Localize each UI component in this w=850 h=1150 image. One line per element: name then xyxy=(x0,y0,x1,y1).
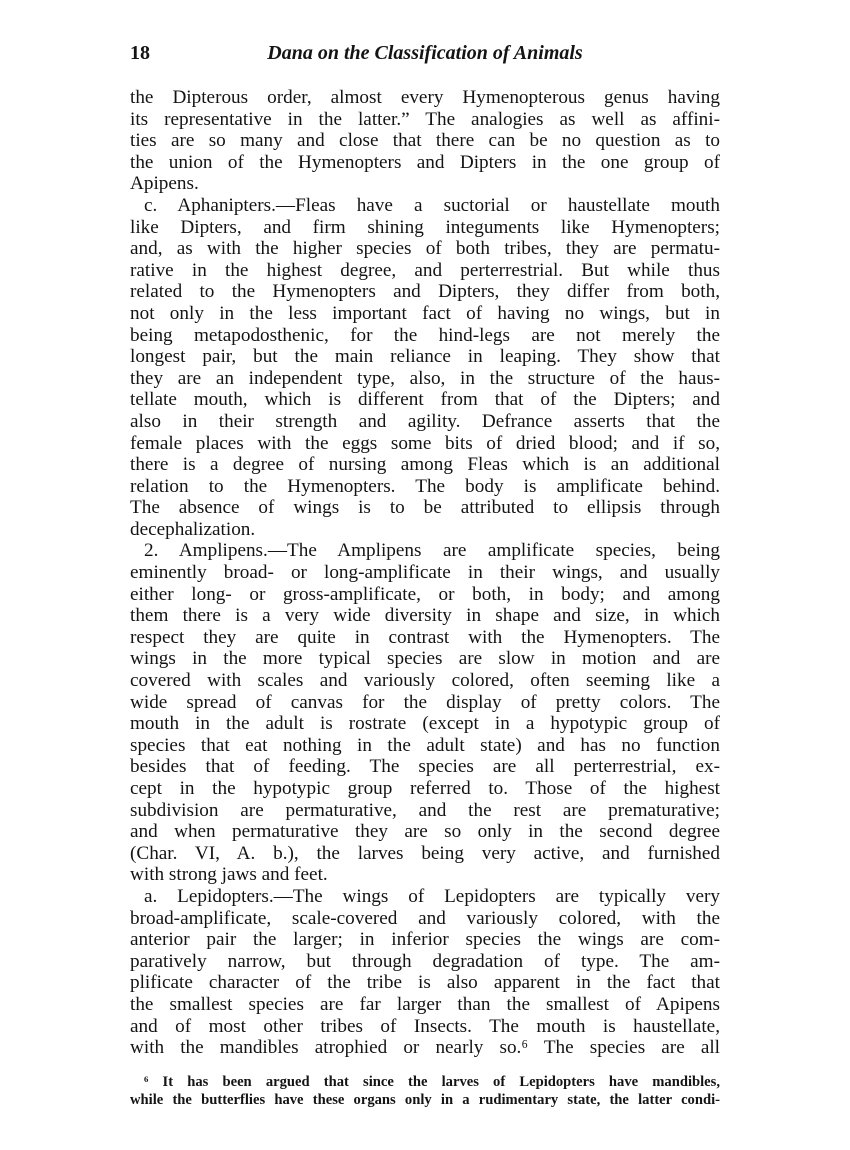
body-line: the Dipterous order, almost every Hymenopterous genus having xyxy=(130,87,720,108)
body-line: with the mandibles atrophied or nearly so.⁶ The species are all xyxy=(130,1037,720,1059)
body-line: besides that of feeding. The species are all perterrestrial, ex- xyxy=(130,756,720,778)
body-line: tellate mouth, which is different from that of the Dipters; and xyxy=(130,389,720,411)
body-line: female places with the eggs some bits of dried blood; and if so, xyxy=(130,432,720,454)
body-line: Apipens. xyxy=(130,173,199,195)
body-line: rative in the highest degree, and perterrestrial. But while thus xyxy=(130,259,720,281)
body-line: broad-amplificate, scale-covered and variously colored, with the xyxy=(130,907,720,929)
body-line: wings in the more typical species are slow in motion and are xyxy=(130,648,720,670)
body-line: with strong jaws and feet. xyxy=(130,864,328,886)
footnote xyxy=(130,1073,720,1109)
body-line: the smallest species are far larger than the smallest of Apipens xyxy=(130,993,720,1015)
body-line: either long- or gross-amplificate, or both, in body; and among xyxy=(130,583,720,605)
body-line: and of most other tribes of Insects. The mouth is haustellate, xyxy=(130,1015,720,1037)
body-text xyxy=(130,87,720,1059)
body-line: being metapodosthenic, for the hind-legs are not merely the xyxy=(130,324,720,346)
body-line: paratively narrow, but through degradation of type. The am- xyxy=(130,950,720,972)
body-line: and when permaturative they are so only in the second degree xyxy=(130,821,720,843)
body-line: there is a degree of nursing among Fleas which is an additional xyxy=(130,454,720,476)
body-line: like Dipters, and firm shining integuments like Hymenopters; xyxy=(130,216,720,238)
body-line: subdivision are permaturative, and the rest are prematurative; xyxy=(130,799,720,821)
body-line: ties are so many and close that there can be no question as to xyxy=(130,130,720,152)
body-line: also in their strength and agility. Defrance asserts that the xyxy=(130,410,720,432)
body-line: The absence of wings is to be attributed to ellipsis through xyxy=(130,497,720,519)
body-line: respect they are quite in contrast with the Hymenopters. The xyxy=(130,626,720,648)
body-line: eminently broad- or long-amplificate in their wings, and usually xyxy=(130,562,720,584)
footnote-line: ⁶ It has been argued that since the larves of Lepidopters have mandibles, xyxy=(144,1074,720,1090)
body-line: decephalization. xyxy=(130,518,256,540)
body-line: a. Lepidopters.—The wings of Lepidopters are typically very xyxy=(144,885,720,907)
body-line: wide spread of canvas for the display of pretty colors. The xyxy=(130,691,720,713)
body-line: cept in the hypotypic group referred to. Those of the highest xyxy=(130,778,720,799)
page-header xyxy=(130,42,720,72)
body-line: (Char. VI, A. b.), the larves being very active, and furnished xyxy=(130,842,720,864)
body-line: the union of the Hymenopters and Dipters in the one group of xyxy=(130,151,720,173)
body-line: and, as with the higher species of both tribes, they are permatu- xyxy=(130,238,720,260)
body-line: 2. Amplipens.—The Amplipens are amplificate species, being xyxy=(144,540,720,562)
body-line: relation to the Hymenopters. The body is amplificate behind. xyxy=(130,475,720,497)
body-line: them there is a very wide diversity in shape and size, in which xyxy=(130,605,720,627)
body-line: plificate character of the tribe is also apparent in the fact that xyxy=(130,972,720,994)
body-line: mouth in the adult is rostrate (except in a hypotypic group of xyxy=(130,713,720,735)
page-number: 18 xyxy=(130,42,150,64)
body-line: anterior pair the larger; in inferior species the wings are com- xyxy=(130,929,720,951)
body-line: longest pair, but the main reliance in leaping. They show that xyxy=(130,346,720,368)
body-line: species that eat nothing in the adult state) and has no function xyxy=(130,734,720,756)
body-line: its representative in the latter.” The analogies as well as affini- xyxy=(130,108,720,130)
body-line: not only in the less important fact of having no wings, but in xyxy=(130,302,720,324)
body-line: they are an independent type, also, in the structure of the haus- xyxy=(130,367,720,389)
body-line: c. Aphanipters.—Fleas have a suctorial or haustellate mouth xyxy=(144,194,720,216)
footnote-line: while the butterflies have these organs only in a rudimentary state, the latter condi- xyxy=(130,1092,720,1108)
body-line: related to the Hymenopters and Dipters, they differ from both, xyxy=(130,281,720,303)
body-line: covered with scales and variously colored, often seeming like a xyxy=(130,670,720,692)
running-title: Dana on the Classification of Animals xyxy=(267,42,583,64)
